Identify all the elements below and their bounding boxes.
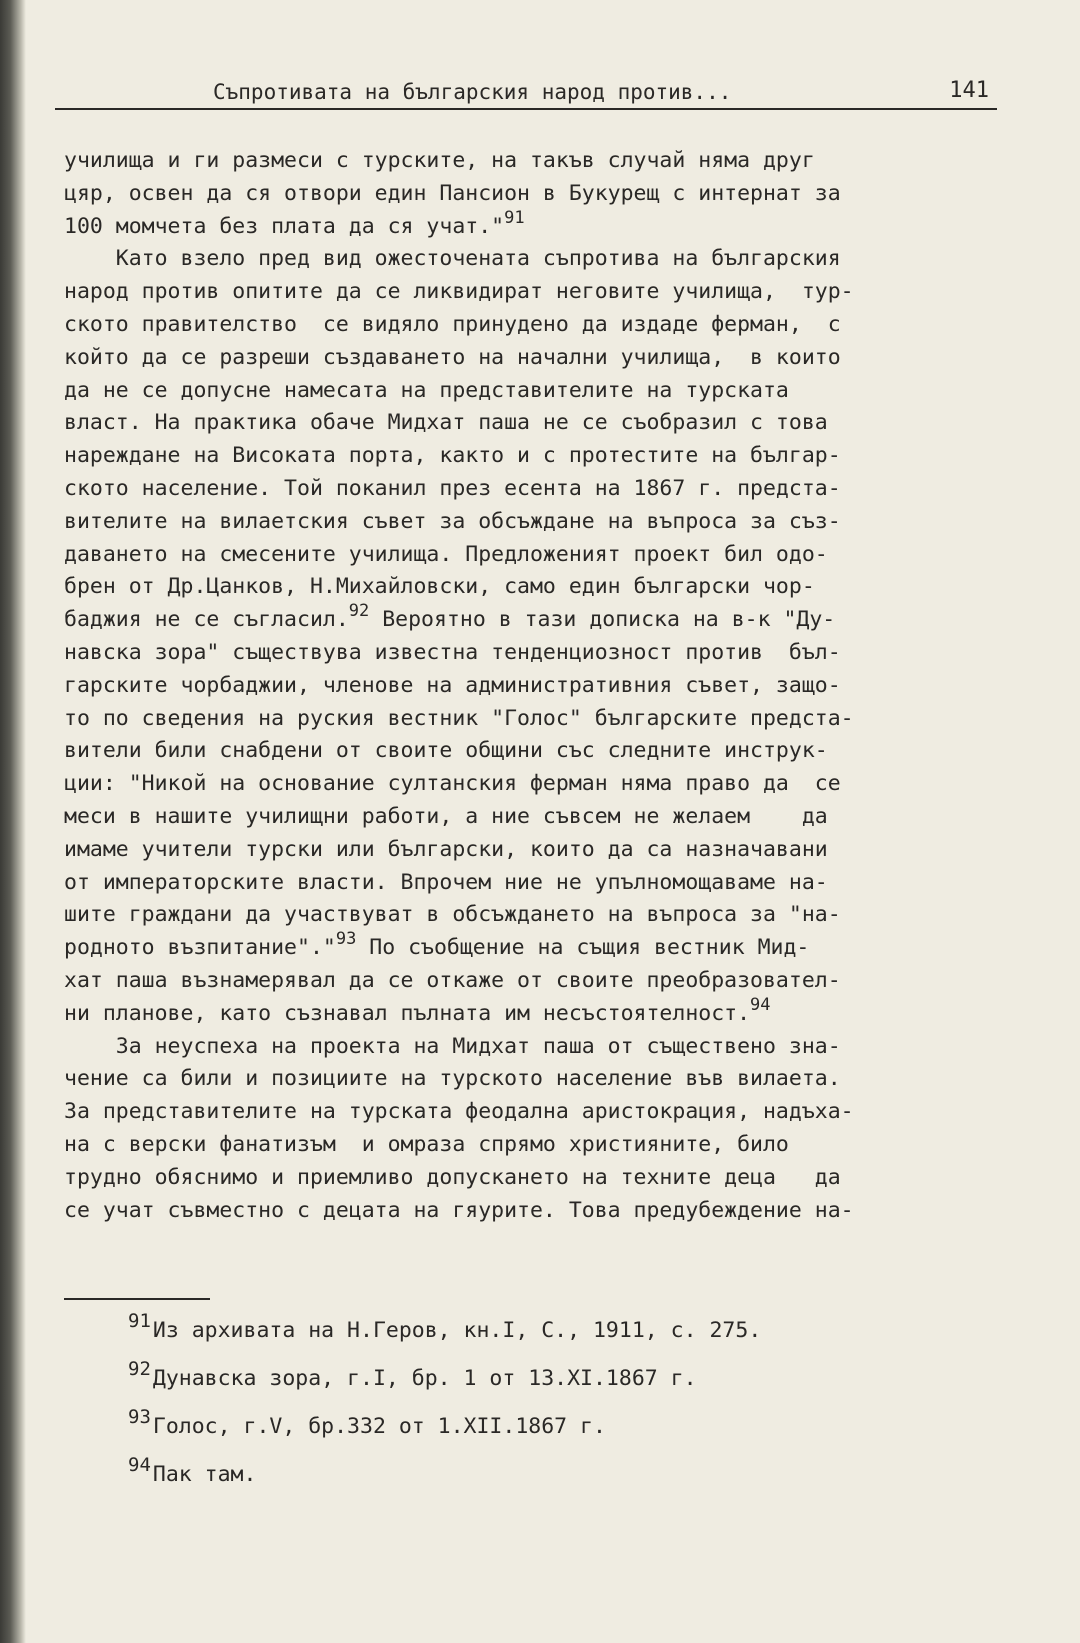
text-line-content: на с верски фанатизъм и омраза спрямо християните, било: [64, 1131, 789, 1157]
text-line-content: баджия не се съгласил.: [64, 607, 349, 633]
footnote-reference: 93: [335, 929, 357, 950]
footnotes: [128, 1310, 762, 1510]
text-line-content: от императорските власти. Впрочем ние не упълномощаваме на-: [64, 869, 828, 895]
text-line: [64, 929, 1000, 965]
running-header-title: Съпротивата на българския народ против...: [213, 80, 732, 104]
text-line: [64, 440, 1000, 473]
text-line-content: За представителите на турската феодална аристокрация, надъха-: [64, 1099, 854, 1125]
text-line-content: цяр, освен да ся отвори един Пансион в Букурещ с интернат за: [64, 180, 841, 206]
text-line: [64, 994, 1000, 1031]
text-line: [64, 703, 1000, 736]
text-line-content: хат паша възнамерявал да се откаже от своите преобразовател-: [64, 967, 841, 993]
footnote-reference: 92: [348, 601, 370, 622]
footnote-reference: 94: [750, 994, 771, 1015]
footnote-text: Голос, г.V, бр.332 от 1.XII.1867 г.: [152, 1414, 606, 1439]
text-line: [64, 1063, 1000, 1096]
text-line: [64, 1129, 1000, 1162]
text-line-continuation: По съобщение на същия вестник Мид-: [356, 935, 810, 961]
footnote: [128, 1358, 761, 1414]
text-line: [64, 506, 1000, 539]
body-text: [64, 145, 1000, 1227]
text-line: [64, 735, 1000, 768]
footnote: [128, 1310, 762, 1366]
text-line: [64, 375, 1000, 408]
footnote-text: Пак там.: [152, 1462, 257, 1487]
footnote-mark: 91: [128, 1310, 151, 1332]
text-line: [64, 899, 1000, 932]
text-line: [64, 539, 1000, 572]
text-line-content: меси в нашите училищни работи, а ние съвсем не желаем да: [64, 803, 828, 829]
footnote-text: Из архивата на Н.Геров, кн.I, С., 1911, с. 275.: [152, 1318, 762, 1343]
text-line: [64, 243, 1000, 276]
text-line-content: 100 момчета без плата да ся учат.": [64, 213, 505, 239]
footnote-mark: 94: [128, 1454, 151, 1476]
footnote-separator: [64, 1298, 210, 1300]
text-line-content: то по сведения на руския вестник "Голос" българските предста-: [64, 705, 854, 731]
text-line-content: гарските чорбаджии, членове на административния съвет, защо-: [64, 672, 841, 698]
text-line: [64, 1195, 1000, 1228]
text-line: [64, 965, 1000, 998]
footnote-mark: 93: [128, 1406, 151, 1428]
text-line: [64, 571, 1000, 604]
text-line: [64, 801, 1000, 834]
text-line-content: ции: "Никой на основание султанския ферман няма право да се: [64, 771, 841, 797]
text-line-content: вители били снабдени от своите общини със следните инструк-: [64, 738, 828, 764]
text-line-content: училища и ги размеси с турските, на такъв случай няма друг: [64, 148, 815, 173]
text-line: [64, 637, 1000, 670]
text-line: [64, 1031, 1000, 1064]
text-line-content: даването на смесените училища. Предложеният проект бил одо-: [64, 541, 828, 567]
text-line-content: навска зора" съществува известна тенденциозност против бъл-: [64, 639, 841, 665]
text-line: [64, 276, 1000, 309]
text-line: [64, 1162, 1000, 1195]
text-line: [64, 473, 1000, 506]
text-line: [64, 1096, 1000, 1129]
footnote: [128, 1406, 761, 1462]
text-line-content: народ против опитите да се ликвидират неговите училища, тур-: [64, 279, 854, 305]
text-line-content: имаме учители турски или български, които да са назначавани: [64, 836, 828, 862]
text-line-content: трудно обяснимо и приемливо допускането на техните деца да: [64, 1164, 841, 1190]
text-line: [64, 670, 1000, 703]
text-line-content: Като взело пред вид ожесточената съпротива на българския: [64, 246, 841, 272]
text-line: [64, 834, 1000, 867]
text-line-content: ското правителство се видяло принудено да издаде ферман, с: [64, 311, 841, 337]
text-line-content: чение са били и позициите на турското население във вилаета.: [64, 1066, 841, 1092]
footnote-text: Дунавска зора, г.I, бр. 1 от 13.XI.1867 г.: [152, 1366, 697, 1391]
text-line: [64, 145, 1000, 178]
text-line: [64, 768, 1000, 801]
text-line: [64, 601, 1000, 637]
text-line-content: власт. На практика обаче Мидхат паша не се съобразил с това: [64, 410, 828, 436]
text-line-content: ни планове, като съзнавал пълната им несъстоятелност.: [64, 1000, 751, 1026]
page-number: 141: [949, 78, 989, 103]
footnote-mark: 92: [128, 1358, 151, 1380]
footnote-reference: 91: [504, 207, 525, 228]
text-line-content: който да се разреши създаването на начални училища, в които: [64, 344, 841, 370]
text-line-content: шите граждани да участвуват в обсъждането на въпроса за "на-: [64, 902, 841, 928]
running-header: [55, 78, 997, 110]
text-line: [64, 207, 1000, 244]
footnote: [128, 1454, 761, 1510]
text-line: [64, 342, 1000, 375]
text-line-content: родното възпитание".": [64, 935, 336, 961]
text-line: [64, 178, 1000, 211]
text-line: [64, 309, 1000, 342]
text-line-content: се учат съвместно с децата на гяурите. Това предубеждение на-: [64, 1197, 854, 1223]
text-line-content: ското население. Той поканил през есента на 1867 г. предста-: [64, 475, 841, 501]
text-line-content: За неуспеха на проекта на Мидхат паша от съществено зна-: [64, 1033, 841, 1059]
text-line-content: нареждане на Високата порта, както и с протестите на българ-: [64, 443, 841, 469]
text-line-content: вителите на вилаетския съвет за обсъждане на въпроса за съз-: [64, 508, 841, 534]
text-line: [64, 867, 1000, 900]
text-line-content: да не се допусне намесата на представителите на турската: [64, 377, 789, 403]
text-line: [64, 407, 1000, 440]
text-line-continuation: Вероятно в тази дописка на в-к "Ду-: [369, 607, 836, 633]
text-line-content: брен от Др.Цанков, Н.Михайловски, само един български чор-: [64, 574, 815, 600]
